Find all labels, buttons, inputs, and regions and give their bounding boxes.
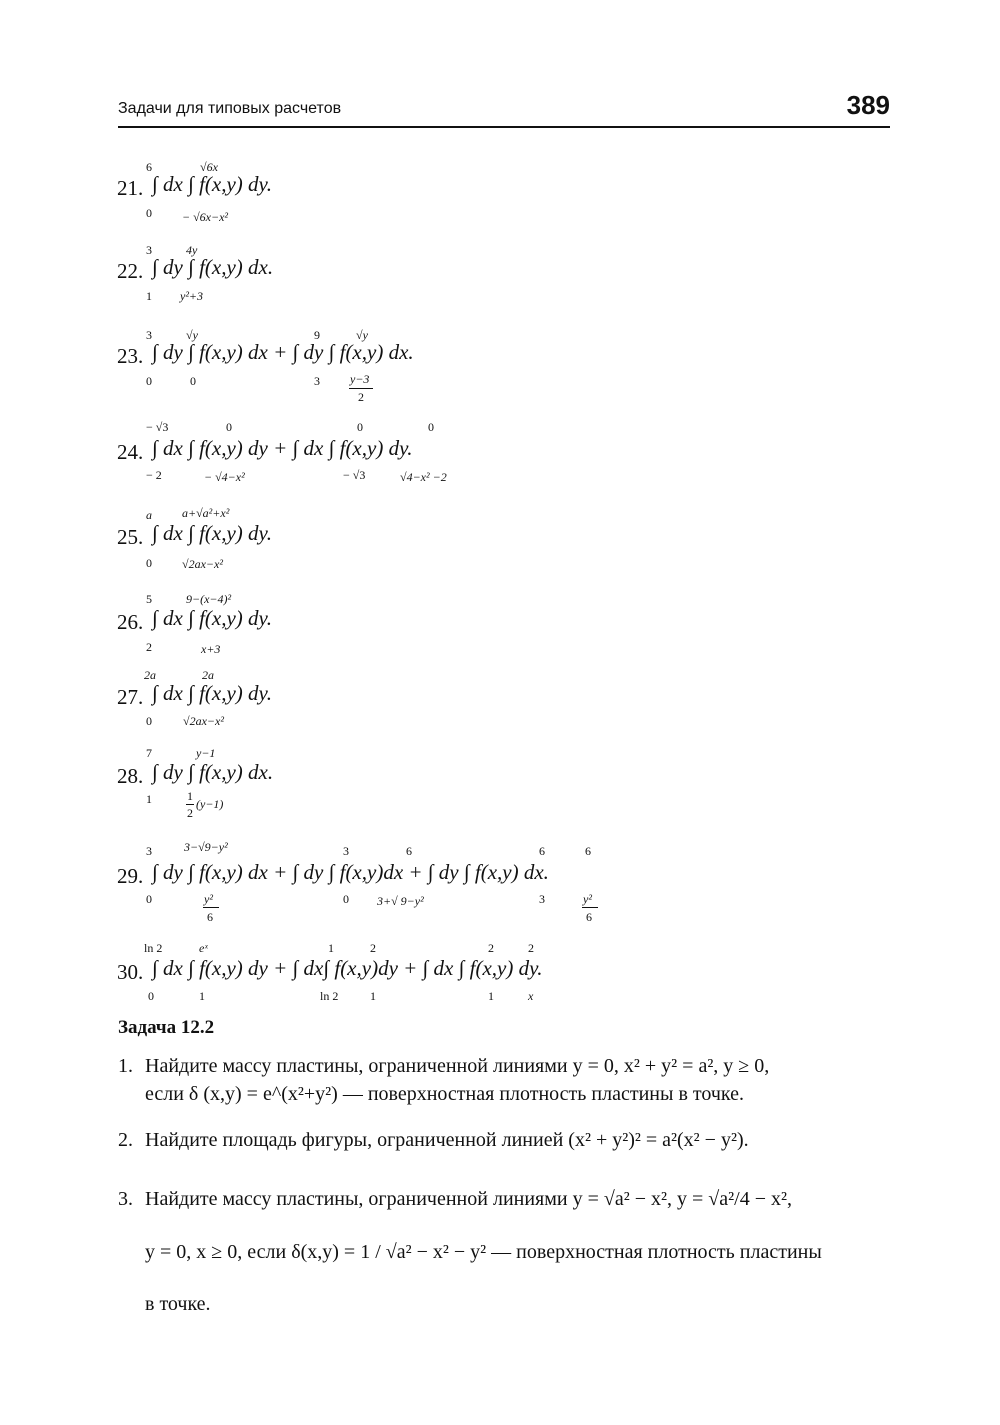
- problem-number: 23.: [117, 344, 144, 368]
- upper-limit: 6: [539, 844, 545, 858]
- task-title: Задача 12.2: [118, 1017, 215, 1038]
- lower-limit: − 2: [146, 468, 162, 482]
- problem-expression: ∫ dx ∫ f(x,y) dy + ∫ dx ∫ f(x,y) dy.: [152, 436, 413, 460]
- upper-limit: 2a: [144, 668, 156, 682]
- lower-limit-denominator: 6: [207, 910, 213, 924]
- problem-number: 28.: [117, 764, 144, 788]
- lower-limit: (y−1): [196, 797, 224, 811]
- problem-expression: ∫ dx ∫ f(x,y) dy.: [152, 681, 272, 705]
- upper-limit: a+√a²+x²: [182, 506, 230, 520]
- upper-limit: 0: [357, 420, 363, 434]
- upper-limit: 3: [343, 844, 349, 858]
- lower-limit-denominator: 2: [187, 806, 193, 820]
- lower-limit: √2ax−x²: [182, 557, 223, 571]
- problem-expression: ∫ dx ∫ f(x,y) dy.: [152, 521, 272, 545]
- fraction-line: [203, 907, 219, 908]
- lower-limit: y²+3: [180, 289, 204, 303]
- upper-limit: 6: [585, 844, 591, 858]
- problem-expression: ∫ dx ∫ f(x,y) dy + ∫ dx∫ f(x,y)dy + ∫ dx ∫ f(x,y) dy.: [152, 956, 543, 980]
- upper-limit: − √3: [146, 420, 169, 434]
- problem-expression: ∫ dy ∫ f(x,y) dx + ∫ dy ∫ f(x,y) dx.: [152, 340, 414, 364]
- upper-limit: 1: [328, 941, 334, 955]
- item-text: Найдите площадь фигуры, ограниченной линией (x² + y²)² = a²(x² − y²).: [145, 1129, 749, 1151]
- page-number: 389: [846, 90, 890, 120]
- lower-limit-denominator: 6: [586, 910, 592, 924]
- upper-limit: 2a: [202, 668, 214, 682]
- fraction-line: [349, 388, 373, 389]
- fraction-line: [186, 804, 194, 805]
- lower-limit: 3+√ 9−y²: [377, 894, 424, 908]
- upper-limit: 3: [146, 243, 152, 257]
- lower-limit: 0: [148, 989, 154, 1003]
- upper-limit: 3−√9−y²: [184, 840, 228, 854]
- lower-limit: x: [528, 989, 534, 1003]
- upper-limit: 6: [146, 160, 152, 174]
- upper-limit: 6: [406, 844, 412, 858]
- upper-limit: 2: [528, 941, 534, 955]
- upper-limit: √6x: [200, 160, 218, 174]
- lower-limit: 0: [146, 556, 152, 570]
- lower-limit: 1: [146, 792, 152, 806]
- problem-expression: ∫ dy ∫ f(x,y) dx + ∫ dy ∫ f(x,y)dx + ∫ dy ∫ f(x,y) dx.: [152, 860, 549, 884]
- lower-limit-numerator: y²: [204, 892, 213, 906]
- lower-limit-numerator: 1: [187, 789, 193, 803]
- lower-limit: 0: [146, 892, 152, 906]
- lower-limit: ln 2: [320, 989, 339, 1003]
- lower-limit: 1: [199, 989, 205, 1003]
- problem-number: 26.: [117, 610, 144, 634]
- problem-number: 21.: [117, 176, 144, 200]
- problem-number: 24.: [117, 440, 144, 464]
- fraction-line: [582, 907, 598, 908]
- lower-limit: 0: [146, 374, 152, 388]
- header-rule: [118, 126, 890, 128]
- problem-number: 22.: [117, 259, 144, 283]
- problem-expression: ∫ dy ∫ f(x,y) dx.: [152, 255, 274, 279]
- upper-limit: y−1: [196, 746, 216, 760]
- lower-limit: 2: [146, 640, 152, 654]
- upper-limit: 2: [488, 941, 494, 955]
- problem-number: 29.: [117, 864, 144, 888]
- item-text: Найдите массу пластины, ограниченной линиями y = 0, x² + y² = a², y ≥ 0,: [145, 1055, 770, 1077]
- lower-limit: 0: [146, 714, 152, 728]
- upper-limit: 0: [428, 420, 434, 434]
- upper-limit: 3: [146, 328, 152, 342]
- section-title: Задачи для типовых расчетов: [118, 100, 342, 117]
- problem-number: 30.: [117, 960, 144, 984]
- lower-limit: √2ax−x²: [183, 714, 224, 728]
- upper-limit: 5: [146, 592, 152, 606]
- lower-limit: 3: [539, 892, 545, 906]
- item-text: Найдите массу пластины, ограниченной линиями y = √a² − x², y = √a²/4 − x²,: [145, 1188, 792, 1210]
- item-number: 1.: [118, 1055, 133, 1077]
- lower-limit: − √6x−x²: [182, 210, 229, 224]
- lower-limit: √4−x² −2: [400, 470, 447, 484]
- item-number: 2.: [118, 1129, 133, 1151]
- lower-limit-denominator: 2: [358, 390, 364, 404]
- upper-limit: 9: [314, 328, 320, 342]
- lower-limit: 3: [314, 374, 320, 388]
- item-text: y = 0, x ≥ 0, если δ(x,y) = 1 / √a² − x² − y² — поверхностная плотность пластины: [145, 1241, 822, 1263]
- lower-limit: x+3: [201, 642, 221, 656]
- lower-limit: 0: [190, 374, 196, 388]
- problem-number: 27.: [117, 685, 144, 709]
- item-number: 3.: [118, 1188, 133, 1210]
- lower-limit-numerator: y−3: [350, 372, 370, 386]
- upper-limit: eˣ: [199, 941, 208, 955]
- lower-limit: 1: [146, 289, 152, 303]
- lower-limit: 0: [146, 206, 152, 220]
- lower-limit: 0: [343, 892, 349, 906]
- problem-expression: ∫ dx ∫ f(x,y) dy.: [152, 606, 272, 630]
- upper-limit: 3: [146, 844, 152, 858]
- lower-limit: − √4−x²: [204, 470, 245, 484]
- upper-limit: √y: [186, 328, 198, 342]
- item-text: в точке.: [145, 1293, 211, 1315]
- item-text: если δ (x,y) = e^(x²+y²) — поверхностная плотность пластины в точке.: [145, 1083, 744, 1105]
- upper-limit: 7: [146, 746, 152, 760]
- upper-limit: 9−(x−4)²: [186, 592, 232, 606]
- upper-limit: 0: [226, 420, 232, 434]
- problem-number: 25.: [117, 525, 144, 549]
- problem-expression: ∫ dy ∫ f(x,y) dx.: [152, 760, 274, 784]
- lower-limit: 1: [370, 989, 376, 1003]
- lower-limit-numerator: y²: [583, 892, 592, 906]
- lower-limit: 1: [488, 989, 494, 1003]
- upper-limit: a: [146, 508, 152, 522]
- problem-expression: ∫ dx ∫ f(x,y) dy.: [152, 172, 272, 196]
- upper-limit: ln 2: [144, 941, 163, 955]
- lower-limit: − √3: [343, 468, 366, 482]
- upper-limit: 2: [370, 941, 376, 955]
- upper-limit: √y: [356, 328, 368, 342]
- upper-limit: 4y: [186, 243, 198, 257]
